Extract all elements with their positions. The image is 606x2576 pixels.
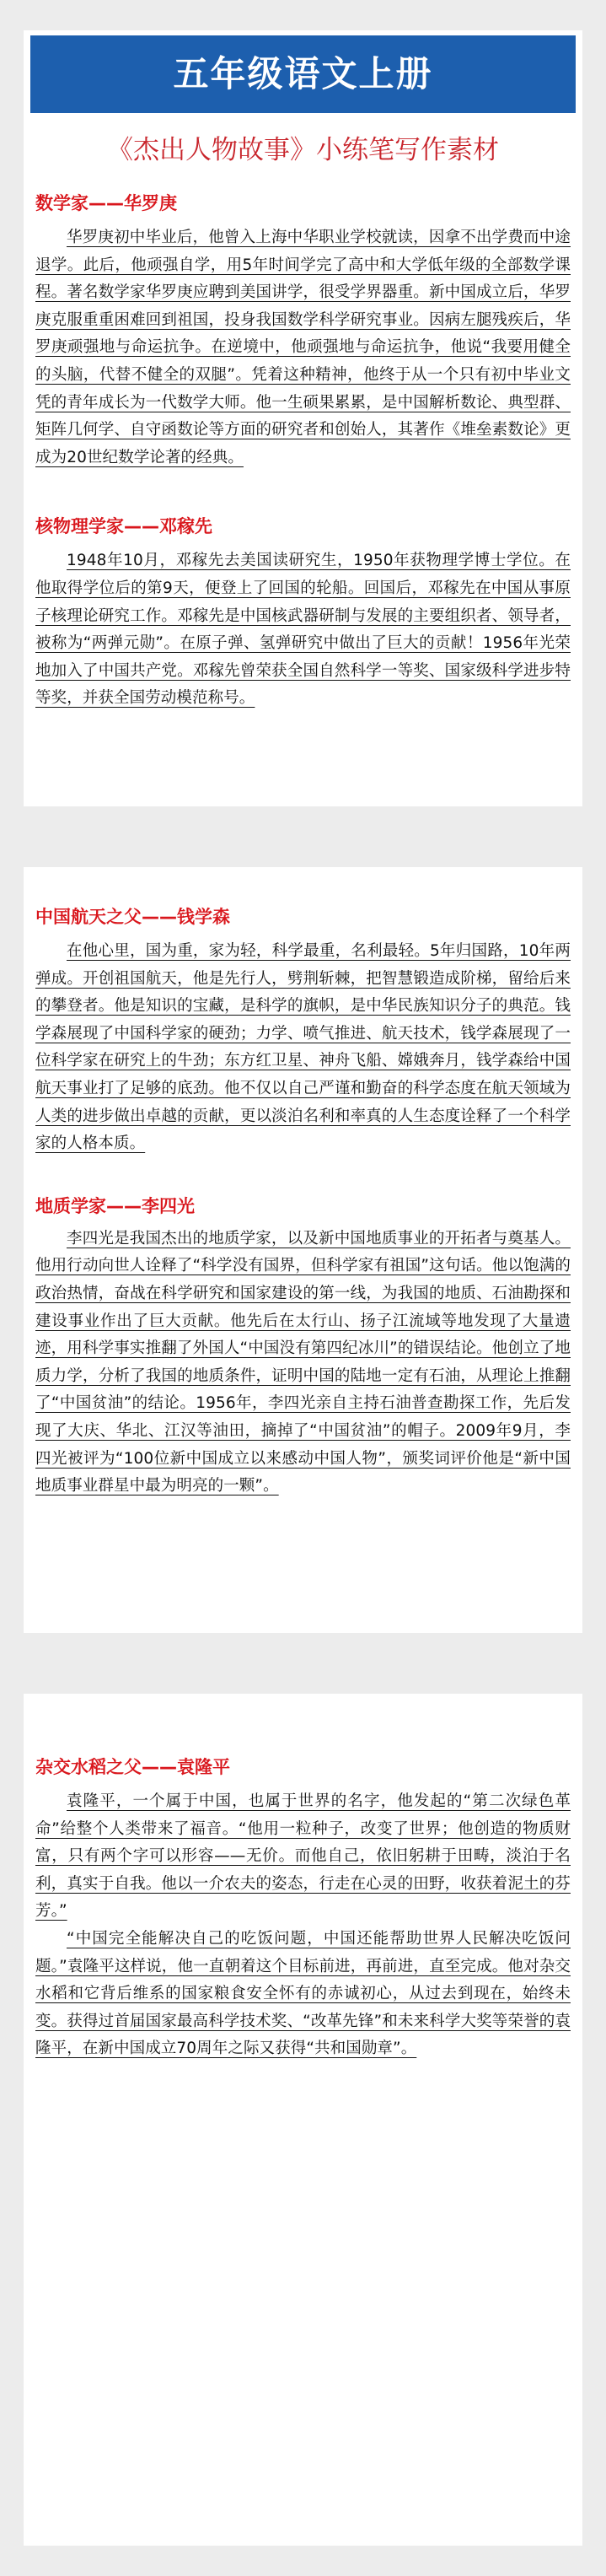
page-subtitle: 《杰出人物故事》小练笔写作素材 — [107, 135, 499, 165]
section-title: 杂交水稻之父——袁隆平 — [35, 1757, 230, 1777]
section-hua-luogeng — [24, 191, 582, 472]
page-title: 五年级语文上册 — [30, 35, 576, 113]
section-title: 核物理学家——邓稼先 — [35, 516, 212, 537]
page-card-2 — [24, 867, 582, 1633]
section-qian-xuesen — [24, 867, 582, 1158]
section-paragraph: 在他心里，国为重，家为轻，科学最重，名利最轻。5年归国路，10年两弹成。开创祖国航天，他是先行人，劈荆斩棘，把智慧锻造成阶梯，留给后来的攀登者。他是知识的宝藏，是科学的旗帜，是中华民族知识分子的典范。钱学森展现了中国科学家的硬劲；力学、喷气推进、航天技术，钱学森展现了一位科学家在研究上的牛劲；东方红卫星、神舟飞船、嫦娥奔月，钱学森给中国航天事业打了足够的底劲。他不仅以自己严谨和勤奋的科学态度在航天领域为人类的进步做出卓越的贡献，更以淡泊名利和率真的人生态度诠释了一个科学家的人格本质。 — [35, 942, 571, 1153]
section-title: 数学家——华罗庚 — [35, 193, 177, 213]
page-card-1 — [24, 30, 582, 806]
section-paragraph: 李四光是我国杰出的地质学家，以及新中国地质事业的开拓者与奠基人。他用行动向世人诠释了“科学没有国界，但科学家有祖国”这句话。他以饱满的政治热情，奋战在科学研究和国家建设的第一线，为我国的地质、石油勘探和建设事业作出了巨大贡献。他先后在太行山、扬子江流域等地发现了大量遗迹，用科学事实推翻了外国人“中国没有第四纪冰川”的错误结论。他创立了地质力学，分析了我国的地质条件，证明中国的陆地一定有石油，从理论上推翻了“中国贫油”的结论。1956年，李四光亲自主持石油普查勘探工作，先后发现了大庆、华北、江汉等油田，摘掉了“中国贫油”的帽子。2009年9月，李四光被评为“100位新中国成立以来感动中国人物”，颁奖词评价他是“新中国地质事业群星中最为明亮的一颗”。 — [35, 1229, 571, 1495]
section-paragraph: 1948年10月，邓稼先去美国读研究生，1950年获物理学博士学位。在他取得学位后的第9天，便登上了回国的轮船。回国后，邓稼先在中国从事原子核理论研究工作。邓稼先是中国核武器研制与发展的主要组织者、领导者，被称为“两弹元勋”。在原子弹、氢弹研究中做出了巨大的贡献！1956年光荣地加入了中国共产党。邓稼先曾荣获全国自然科学一等奖、国家级科学进步特等奖，并获全国劳动模范称号。 — [35, 552, 571, 708]
page-card-3 — [24, 1694, 582, 2546]
section-yuan-longping — [24, 1694, 582, 2063]
section-paragraph: “中国完全能解决自己的吃饭问题，中国还能帮助世界人民解决吃饭问题。”袁隆平这样说，他一直朝着这个目标前进，再前进，直至完成。他对杂交水稻和它背后维系的国家粮食安全怀有的赤诚初心，从过去到现在，始终未变。获得过首届国家最高科学技术奖、“改革先锋”和未来科学大奖等荣誉的袁隆平，在新中国成立70周年之际又获得“共和国勋章”。 — [35, 1929, 571, 2058]
section-deng-jiaxian — [24, 514, 582, 713]
section-li-siguang — [24, 1194, 582, 1501]
section-paragraph: 华罗庚初中毕业后，他曾入上海中华职业学校就读，因拿不出学费而中途退学。此后，他顽强自学，用5年时间学完了高中和大学低年级的全部数学课程。著名数学家华罗庚应聘到美国讲学，很受学界器重。新中国成立后，华罗庚克服重重困难回到祖国，投身我国数学科学研究事业。因病左腿残疾后，华罗庚顽强地与命运抗争。在逆境中，他顽强地与命运抗争，他说“我要用健全的头脑，代替不健全的双腿”。凭着这种精神，他终于从一个只有初中毕业文凭的青年成长为一代数学大师。他一生硕果累累，是中国解析数论、典型群、矩阵几何学、自守函数论等方面的研究者和创始人，其著作《堆垒素数论》更成为20世纪数学论著的经典。 — [35, 229, 571, 466]
section-paragraph: 袁隆平，一个属于中国，也属于世界的名字，他发起的“第二次绿色革命”给整个人类带来了福音。“他用一粒种子，改变了世界；他创造的物质财富，只有两个字可以形容——无价。而他自己，依旧躬耕于田畴，淡泊于名利，真实于自我。他以一介农夫的姿态，行走在心灵的田野，收获着泥土的芬芳。” — [35, 1792, 571, 1921]
section-title: 中国航天之父——钱学森 — [35, 907, 230, 927]
section-title: 地质学家——李四光 — [35, 1195, 195, 1216]
